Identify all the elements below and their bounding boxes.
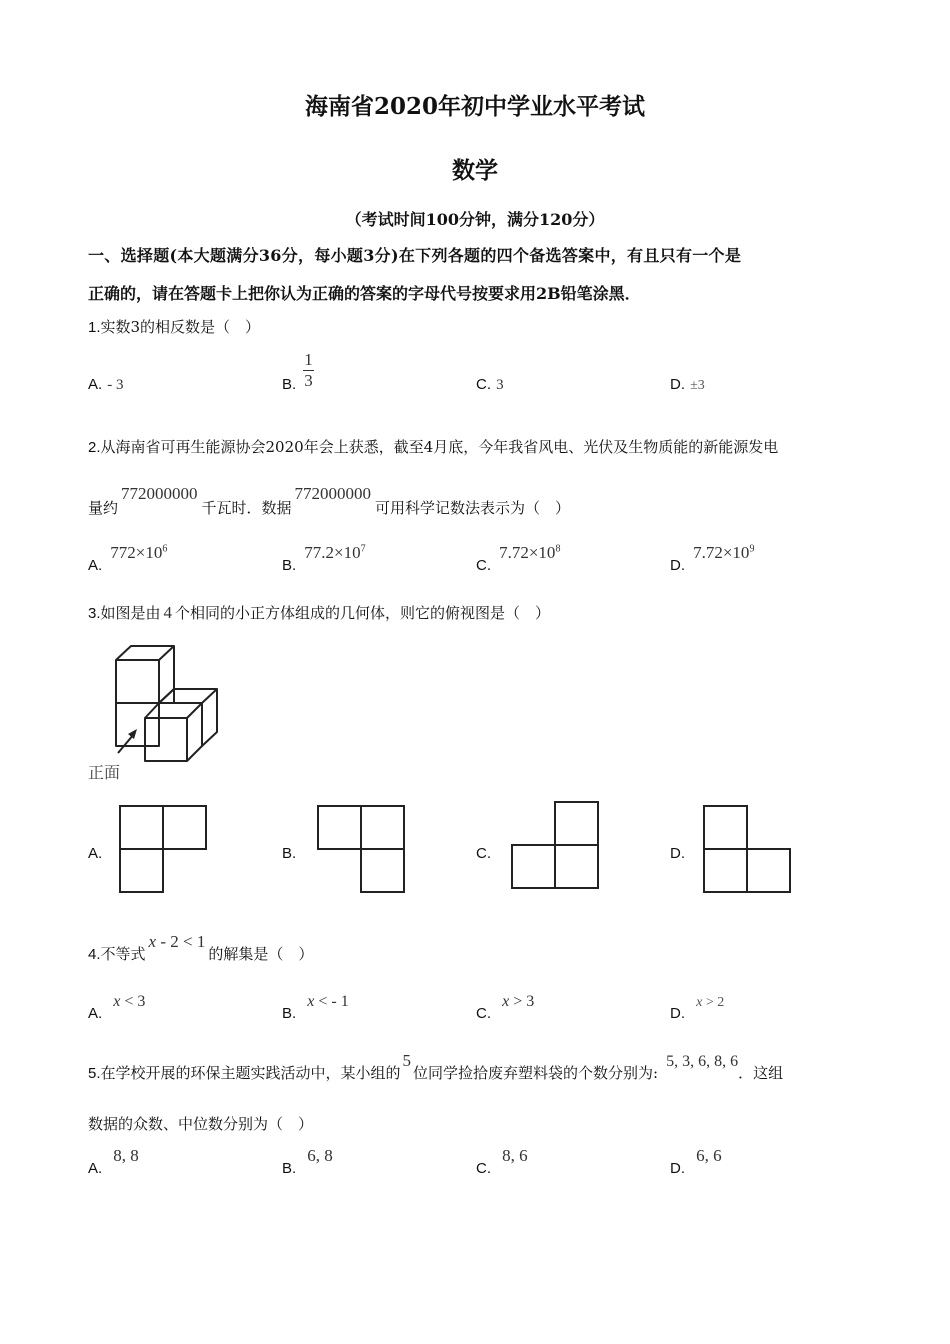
option-value: x < 3 [113, 993, 146, 1010]
text-segment: 位同学捡拾废弃塑料袋的个数分别为: [413, 1064, 659, 1082]
q5-option-a[interactable] [88, 1146, 139, 1178]
question-number: 3. [88, 605, 101, 622]
q5-option-b[interactable] [282, 1146, 333, 1178]
option-label: B. [282, 1005, 297, 1022]
option-label: C. [476, 557, 491, 574]
option-value: $7.72\times 10^8$ [499, 543, 561, 562]
option-value: x > 3 [502, 993, 535, 1010]
text-segment: ．这组 [738, 1064, 784, 1082]
value-772000000: 772000000 [121, 484, 198, 503]
q1-option-b[interactable] [282, 374, 296, 393]
option-label: D. [670, 1160, 685, 1177]
option-label: D. [670, 376, 685, 393]
q1-option-b-fraction [303, 350, 314, 390]
value-772000000-2: 772000000 [294, 484, 372, 503]
option-value: 8, 8 [113, 1146, 139, 1165]
question-number: 4. [88, 946, 101, 963]
inequality: x - 2 < 1 [148, 932, 206, 951]
student-count: 5 [402, 1051, 412, 1070]
option-label: A. [88, 557, 103, 574]
q2-option-d[interactable] [670, 543, 755, 575]
question-2 [88, 436, 778, 457]
text-segment: 在学校开展的环保主题实践活动中，某小组的 [100, 1064, 401, 1082]
q3-option-c[interactable]: C. [476, 845, 491, 862]
question-5-line2: 数据的众数、中位数分别为（ ） [88, 1115, 314, 1133]
text-segment: 千瓦时．数据 [201, 499, 292, 517]
section-heading-line2: 正确的，请在答题卡上把你认为正确的答案的字母代号按要求用2B铅笔涂黑． [88, 284, 641, 303]
question-2-line2 [88, 484, 571, 518]
option-value: 6, 6 [696, 1146, 722, 1165]
text-segment: 如图是由 [100, 604, 161, 622]
question-4 [88, 932, 314, 964]
text-segment: 可用科学记数法表示为（ ） [375, 499, 571, 517]
option-label: D. [670, 1005, 685, 1022]
exam-title: 海南省2020年初中学业水平考试 [304, 93, 645, 120]
q5-option-d[interactable] [670, 1146, 722, 1178]
q2-option-a[interactable] [88, 543, 168, 575]
q3-option-d-diagram [702, 804, 794, 896]
q3-option-b-diagram [316, 804, 408, 896]
fraction-denominator: 3 [304, 371, 313, 390]
question-5 [88, 1051, 784, 1083]
subject-title: 数学 [452, 157, 498, 184]
option-label: D. [670, 557, 685, 574]
option-label: B. [282, 376, 297, 393]
q3-option-b[interactable]: B. [282, 845, 297, 862]
option-label: C. [476, 376, 491, 393]
option-value: x > 2 [696, 995, 725, 1010]
q1-option-d[interactable] [670, 374, 705, 394]
q3-option-c-diagram [510, 800, 602, 892]
option-value: $77.2\times 10^7$ [304, 543, 366, 562]
q4-option-a[interactable] [88, 993, 146, 1023]
option-label: A. [88, 1160, 103, 1177]
option-label: C. [476, 1160, 491, 1177]
option-value: 6, 8 [307, 1146, 333, 1165]
option-value: 8, 6 [502, 1146, 528, 1165]
option-value: $772\times 10^6$ [110, 543, 168, 562]
option-label: B. [282, 557, 297, 574]
text-segment: 不等式 [100, 945, 146, 963]
q1-option-a[interactable] [88, 374, 124, 394]
text-segment: 个相同的小正方体组成的几何体，则它的俯视图是（ ） [175, 604, 551, 622]
q2-option-b[interactable] [282, 543, 366, 575]
question-number: 1. [88, 319, 101, 336]
q1-option-c[interactable] [476, 374, 504, 394]
q5-option-c[interactable] [476, 1146, 528, 1178]
q3-option-a-diagram [118, 804, 210, 896]
question-text: 从海南省可再生能源协会2020年会上获悉，截至4月底，今年我省风电、光伏及生物质能的新能源发电 [100, 438, 779, 456]
option-value: - 3 [107, 377, 124, 393]
q3-option-d[interactable]: D. [670, 845, 685, 862]
question-number: 2. [88, 439, 101, 456]
option-value: 3 [496, 377, 504, 393]
text-segment: 的解集是（ ） [208, 945, 314, 963]
cube-figure [85, 640, 230, 780]
option-label: A. [88, 1005, 103, 1022]
fraction-numerator: 1 [304, 350, 313, 369]
option-value: ±3 [690, 378, 705, 393]
q4-option-c[interactable] [476, 993, 535, 1023]
front-label: 正面 [88, 763, 121, 782]
section-heading-line1: 一、选择题(本大题满分36分，每小题3分)在下列各题的四个备选答案中，有且只有一个是 [88, 246, 742, 265]
q4-option-d[interactable] [670, 995, 725, 1023]
q2-option-c[interactable] [476, 543, 561, 575]
text-segment: 量约 [88, 499, 119, 517]
option-value: x < - 1 [307, 993, 349, 1010]
exam-info: （考试时间100分钟，满分120分） [345, 210, 605, 229]
question-number: 5. [88, 1065, 101, 1082]
q4-option-b[interactable] [282, 993, 349, 1023]
q3-option-a[interactable]: A. [88, 845, 103, 862]
question-1 [88, 316, 260, 337]
question-text: 实数3的相反数是（ ） [100, 318, 261, 336]
question-3 [88, 602, 550, 623]
cube-count: 4 [163, 603, 173, 622]
data-values: 5, 3, 6, 8, 6 [666, 1053, 739, 1070]
option-value: $7.72\times 10^9$ [693, 543, 755, 562]
option-label: B. [282, 1160, 297, 1177]
option-label: A. [88, 376, 103, 393]
option-label: C. [476, 1005, 491, 1022]
